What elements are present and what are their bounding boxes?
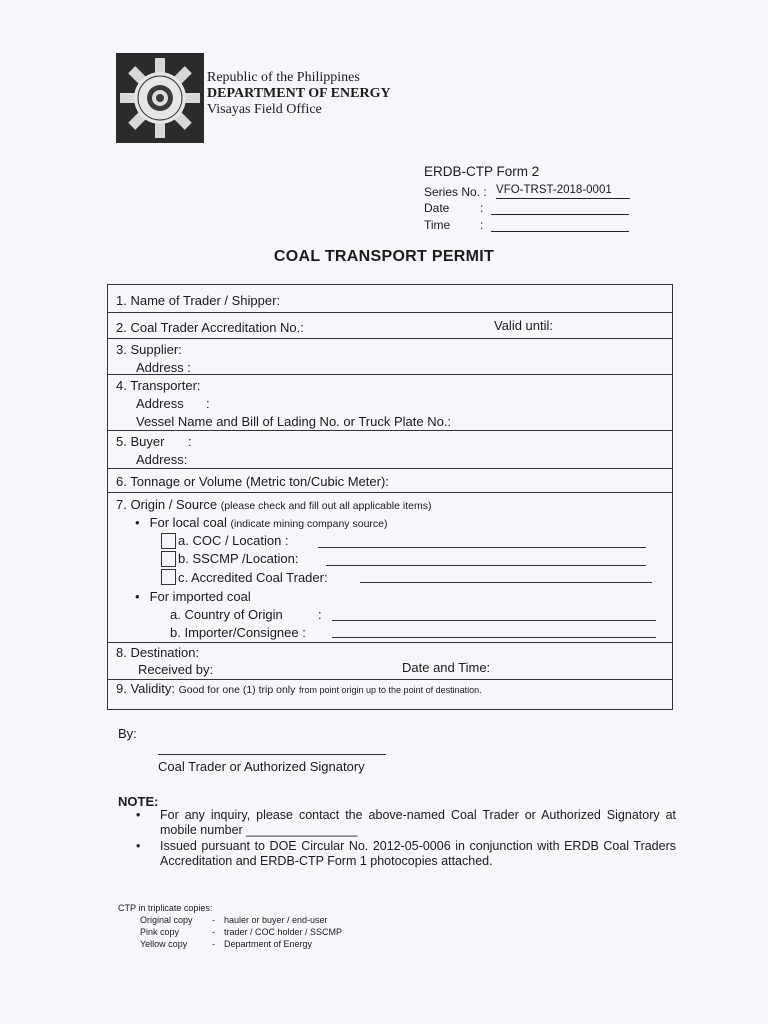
permit-table (107, 284, 673, 710)
item-destination: 8. Destination: (116, 645, 200, 660)
imported-coal-item (135, 589, 251, 605)
document-title: COAL TRANSPORT PERMIT (273, 248, 495, 265)
copy-recipient: trader / COC holder / SSCMP (224, 927, 343, 937)
supplier-address-label: Address : (136, 360, 191, 375)
date-colon: : (480, 201, 484, 215)
received-by-label: Received by: (138, 662, 214, 677)
country-origin-label: a. Country of Origin (170, 607, 283, 622)
local-coal-label: For local coal (149, 515, 227, 530)
series-label: Series No. : (424, 185, 487, 199)
validity-good: Good for one (1) trip only (178, 684, 296, 696)
transporter-address-label: Address (136, 396, 184, 411)
copies-row (118, 926, 342, 938)
item-validity (116, 681, 482, 698)
signatory-label: Coal Trader or Authorized Signatory (158, 759, 365, 774)
date-field[interactable] (491, 200, 629, 215)
note-bullet-icon: • (136, 839, 141, 853)
by-label: By: (118, 726, 137, 741)
country-origin-colon: : (318, 607, 322, 622)
note-title: NOTE: (118, 794, 159, 809)
date-row (424, 200, 629, 215)
coc-location-field[interactable] (318, 547, 646, 548)
note-item-2 (136, 839, 676, 869)
header-republic: Republic of the Philippines (207, 70, 360, 85)
header-department: DEPARTMENT OF ENERGY (207, 86, 391, 101)
coc-location-label: a. COC / Location : (178, 533, 289, 548)
copy-recipient: hauler or buyer / end-user (224, 915, 328, 925)
copy-name: Yellow copy (140, 939, 188, 949)
copies-row (118, 914, 342, 926)
copies-heading: CTP in triplicate copies: (118, 903, 213, 913)
buyer-address-label: Address: (136, 452, 188, 467)
importer-consignee-label: b. Importer/Consignee : (170, 625, 306, 640)
coc-checkbox[interactable] (161, 533, 176, 549)
importer-consignee-field[interactable] (332, 637, 656, 638)
item-origin (116, 497, 431, 514)
sscmp-location-label: b. SSCMP /Location: (178, 551, 299, 566)
copy-dash: - (212, 939, 215, 949)
time-colon: : (480, 218, 484, 232)
local-coal-item (135, 515, 388, 532)
item-supplier: 3. Supplier: (116, 342, 182, 357)
note-item-1 (136, 808, 676, 838)
date-time-label: Date and Time: (402, 660, 491, 675)
buyer-colon: : (188, 434, 192, 449)
copy-dash: - (212, 927, 215, 937)
copy-dash: - (212, 915, 215, 925)
copy-name: Pink copy (140, 927, 180, 937)
validity-label: 9. Validity: (116, 681, 176, 696)
origin-label: 7. Origin / Source (116, 497, 218, 512)
copy-recipient: Department of Energy (224, 939, 313, 949)
header-office: Visayas Field Office (207, 102, 322, 117)
local-coal-note: (indicate mining company source) (230, 518, 388, 530)
validity-rest: from point origin up to the point of destination. (299, 685, 482, 695)
accredited-trader-checkbox[interactable] (161, 569, 176, 585)
item-trader-shipper: 1. Name of Trader / Shipper: (116, 293, 281, 308)
item-accreditation-no: 2. Coal Trader Accreditation No.: (116, 320, 304, 335)
origin-note: (please check and fill out all applicable items) (220, 500, 432, 512)
note-text-2: Issued pursuant to DOE Circular No. 2012-05-0006 in conjunction with ERDB Coal Traders Accreditation and ERDB-CTP Form 1 photocopies attached. (160, 839, 676, 868)
date-label: Date (424, 201, 450, 215)
time-label: Time (424, 218, 451, 232)
vessel-label: Vessel Name and Bill of Lading No. or Truck Plate No.: (136, 414, 452, 429)
note-text-1: For any inquiry, please contact the above-named Coal Trader or Authorized Signatory at mobile number ________________ (160, 808, 676, 837)
form-number: ERDB-CTP Form 2 (424, 164, 540, 179)
signature-line[interactable] (158, 754, 386, 755)
note-bullet-icon: • (136, 808, 141, 822)
series-value: VFO-TRST-2018-0001 (496, 184, 630, 199)
accredited-trader-label: c. Accredited Coal Trader: (178, 570, 328, 585)
sscmp-checkbox[interactable] (161, 551, 176, 567)
accredited-trader-field[interactable] (360, 582, 652, 583)
item-tonnage: 6. Tonnage or Volume (Metric ton/Cubic Meter): (116, 474, 389, 489)
series-row (424, 184, 630, 199)
item-transporter: 4. Transporter: (116, 378, 201, 393)
item-buyer: 5. Buyer (116, 434, 165, 449)
country-origin-field[interactable] (332, 620, 656, 621)
transporter-address-colon: : (206, 396, 210, 411)
copies-row (118, 938, 342, 950)
doe-seal-icon (116, 53, 204, 143)
sscmp-location-field[interactable] (326, 565, 646, 566)
time-field[interactable] (491, 217, 629, 232)
valid-until-label: Valid until: (494, 318, 554, 333)
imported-coal-label: For imported coal (149, 589, 251, 604)
time-row (424, 217, 629, 232)
copies-legend (118, 902, 342, 950)
copy-name: Original copy (140, 915, 193, 925)
